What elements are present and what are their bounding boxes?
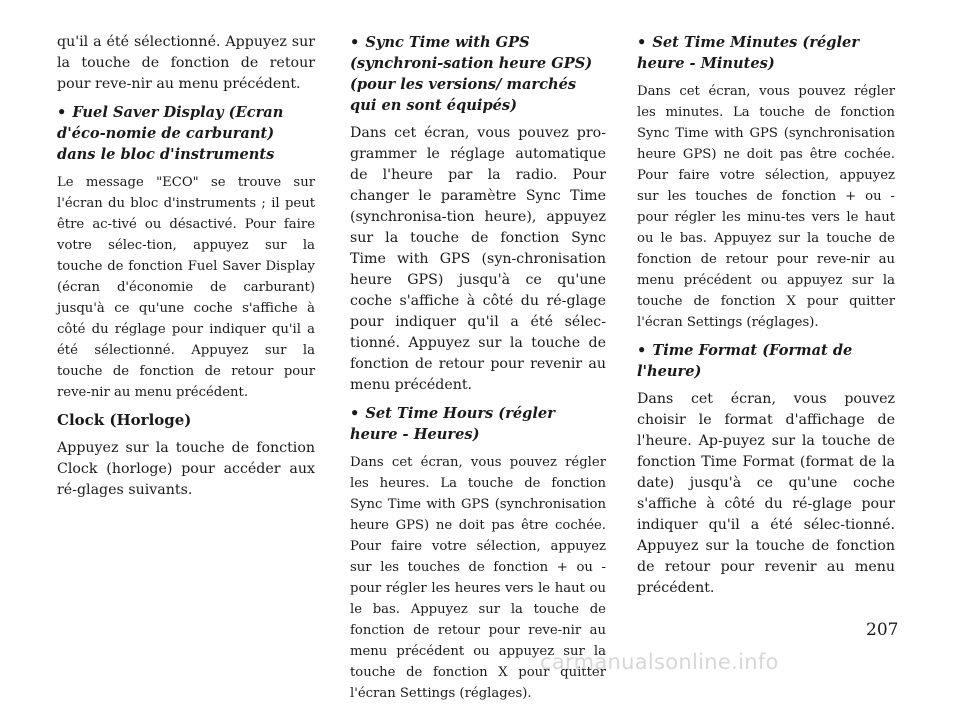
- heading-text: Sync Time with GPS (synchroni-sation heure GPS) (pour les versions/ marchés qui en sont équipés): [350, 34, 593, 114]
- bullet-icon: •: [57, 104, 67, 121]
- paragraph-sync-time: Dans cet écran, vous pouvez pro-grammer le réglage automatique de l'heure par la radio. Pour changer le paramètre Sync Time (synchronisa-tion heure), appuyez sur la touche de fonction Sync Time with GPS (syn-chronisation heure GPS) jusqu'à ce qu'une coche s'affiche à côté du ré-glage pour indiquer qu'il a été sélec-tionné. Appuyez sur la touche de fonction de retour pour revenir au menu précédent.: [350, 125, 606, 393]
- paragraph-set-hours: Dans cet écran, vous pouvez régler les heures. La touche de fonction Sync Time with GPS (synchronisation heure GPS) ne doit pas être cochée. Pour faire votre sélection, appuyez sur les touches de fonction + ou - pour régler les heures vers le haut ou le bas. Appuyez sur la touche de fonction de retour pour reve-nir au menu précédent ou appuyez sur la touche de fonction X pour quitter l'écran Settings (réglages).: [350, 455, 606, 701]
- paragraph-eco-message: Le message "ECO" se trouve sur l'écran du bloc d'instruments ; il peut être ac-tivé ou désactivé. Pour faire votre sélec-tion, appuyez sur la touche de fonction Fuel Saver Display (écran d'économie de carburant) jusqu'à ce qu'une coche s'affiche à côté du réglage pour indiquer qu'il a été sélectionné. Appuyez sur la touche de fonction de retour pour reve-nir au menu précédent.: [57, 175, 315, 400]
- column-right: [637, 32, 895, 606]
- heading-time-format: [637, 340, 895, 382]
- paragraph-clock: Appuyez sur la touche de fonction Clock (horloge) pour accéder aux ré-glages suivants.: [57, 440, 315, 498]
- heading-text: Fuel Saver Display (Ecran d'éco-nomie de carburant) dans le bloc d'instruments: [57, 104, 284, 163]
- heading-text: Set Time Minutes (régler heure - Minutes): [637, 34, 860, 72]
- heading-fuel-saver-display: [57, 102, 315, 165]
- column-left: [57, 32, 315, 508]
- heading-text: Set Time Hours (régler heure - Heures): [350, 405, 555, 443]
- heading-set-time-hours: [350, 403, 606, 445]
- bullet-icon: •: [350, 34, 360, 51]
- heading-set-time-minutes: [637, 32, 895, 74]
- paragraph-return-menu: qu'il a été sélectionné. Appuyez sur la touche de fonction de retour pour reve-nir au menu précédent.: [57, 34, 315, 92]
- watermark: carmanualsonline.info: [540, 650, 779, 674]
- heading-clock: Clock (Horloge): [57, 411, 192, 429]
- paragraph-set-minutes: Dans cet écran, vous pouvez régler les minutes. La touche de fonction Sync Time with GPS (synchronisation heure GPS) ne doit pas être cochée. Pour faire votre sélection, appuyez sur les touches de fonction + ou - pour régler les minu-tes vers le haut ou le bas. Appuyez sur la touche de fonction de retour pour reve-nir au menu précédent ou appuyez sur la touche de fonction X pour quitter l'écran Settings (réglages).: [637, 84, 895, 330]
- bullet-icon: •: [637, 34, 647, 51]
- bullet-icon: •: [637, 342, 647, 359]
- heading-text: Time Format (Format de l'heure): [637, 342, 853, 380]
- paragraph-time-format: Dans cet écran, vous pouvez choisir le format d'affichage de l'heure. Ap-puyez sur la touche de fonction Time Format (format de la date) jusqu'à ce qu'une coche s'affiche à côté du ré-glage pour indiquer qu'il a été sélec-tionné. Appuyez sur la touche de fonction de retour pour revenir au menu précédent.: [637, 391, 895, 596]
- column-middle: [350, 32, 606, 711]
- heading-sync-time-gps: [350, 32, 606, 116]
- bullet-icon: •: [350, 405, 360, 422]
- page-number: 207: [866, 620, 899, 640]
